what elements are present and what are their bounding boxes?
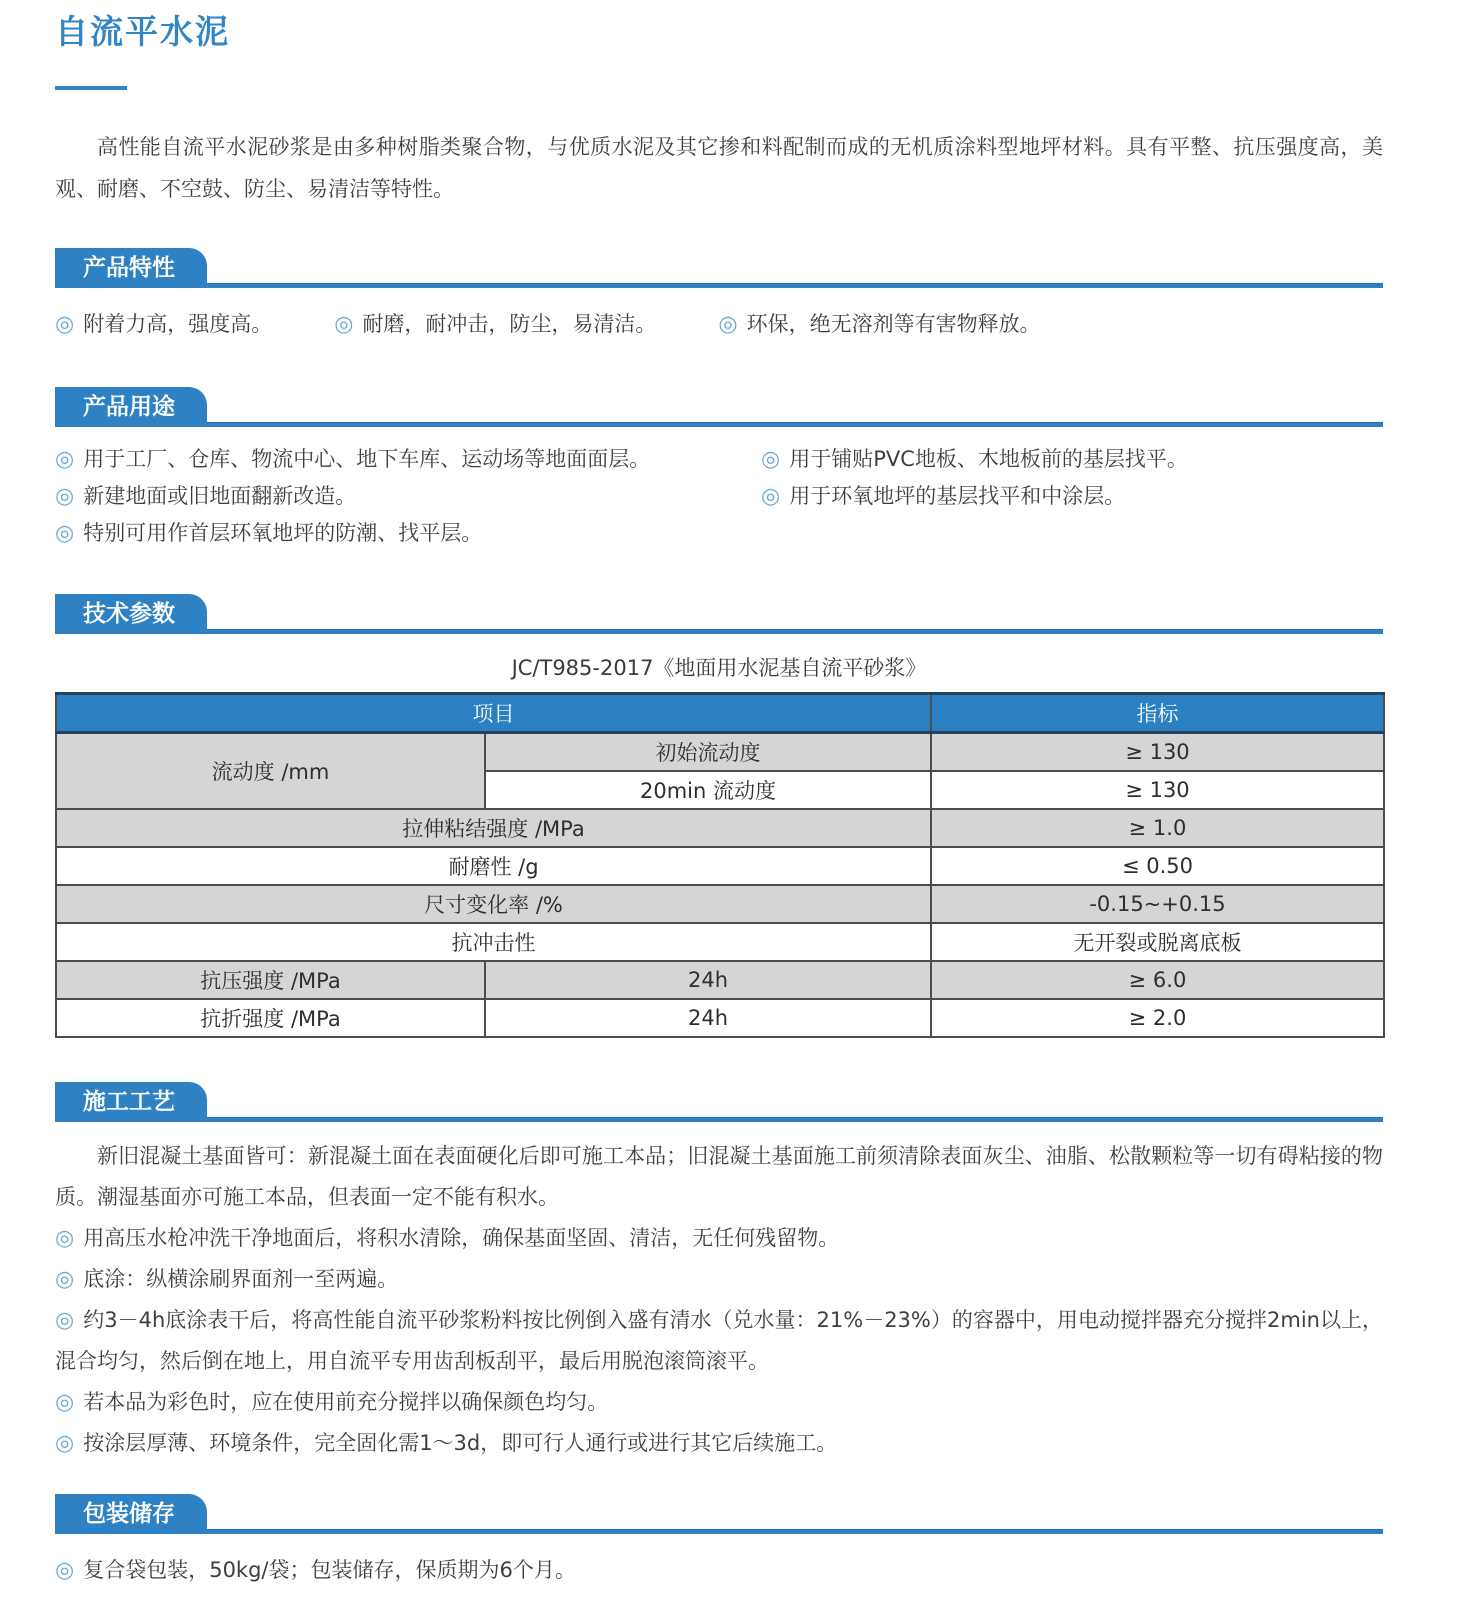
bullet-icon: ◎: [55, 484, 75, 509]
cell-compressive-label: 抗压强度 /MPa: [56, 961, 485, 999]
section-features: [55, 248, 1383, 343]
column-header-item: 项目: [56, 694, 931, 733]
table-row: [56, 847, 1384, 885]
table-row: [56, 923, 1384, 961]
packaging-text: 复合袋包装，50kg/袋；包装储存，保质期为6个月。: [83, 1558, 576, 1582]
list-item: [55, 306, 272, 343]
title-underline: [55, 86, 127, 90]
list-item: [761, 441, 1383, 478]
use-text: 新建地面或旧地面翻新改造。: [83, 484, 357, 508]
bullet-icon: ◎: [761, 447, 781, 472]
section-tech: [55, 594, 1383, 1038]
cell-flexural-value: ≥ 2.0: [931, 999, 1384, 1037]
cell-flow-20min-value: ≥ 130: [931, 771, 1384, 809]
cell-flow-initial: 初始流动度: [485, 733, 931, 772]
uses-column-left: [55, 441, 761, 552]
use-text: 用于工厂、仓库、物流中心、地下车库、运动场等地面面层。: [83, 447, 651, 471]
tech-parameters-table: [55, 692, 1385, 1038]
cell-flow-initial-value: ≥ 130: [931, 733, 1384, 772]
feature-text: 耐磨，耐冲击，防尘，易清洁。: [362, 312, 657, 336]
list-item: [55, 1550, 1383, 1591]
process-step-text: 若本品为彩色时，应在使用前充分搅拌以确保颜色均匀。: [83, 1390, 609, 1414]
process-step-text: 用高压水枪冲洗干净地面后，将积水清除，确保基面坚固、清洁，无任何残留物。: [83, 1226, 840, 1250]
bullet-icon: ◎: [55, 312, 75, 337]
section-header-tech: [55, 594, 1383, 634]
bullet-icon: ◎: [761, 484, 781, 509]
bullet-icon: ◎: [55, 1431, 75, 1456]
section-tab-packaging: 包装储存: [55, 1494, 207, 1534]
standard-caption: JC/T985-2017《地面用水泥基自流平砂浆》: [511, 656, 927, 680]
table-row: [56, 809, 1384, 847]
uses-list: [55, 441, 1383, 552]
table-header-row: [56, 694, 1384, 733]
bullet-icon: ◎: [55, 1308, 75, 1333]
list-item: [55, 1259, 1383, 1300]
cell-abrasion-label: 耐磨性 /g: [56, 847, 931, 885]
list-item: [334, 306, 656, 343]
use-text: 特别可用作首层环氧地坪的防潮、找平层。: [83, 521, 483, 545]
table-row: [56, 961, 1384, 999]
page-title: 自流平水泥: [55, 12, 230, 51]
section-rule: [55, 283, 1383, 288]
cell-impact-label: 抗冲击性: [56, 923, 931, 961]
list-item: [55, 1218, 1383, 1259]
use-text: 用于铺贴PVC地板、木地板前的基层找平。: [789, 447, 1188, 471]
section-tab-tech: 技术参数: [55, 594, 207, 634]
cell-tensile-value: ≥ 1.0: [931, 809, 1384, 847]
bullet-icon: ◎: [334, 312, 354, 337]
cell-abrasion-value: ≤ 0.50: [931, 847, 1384, 885]
section-rule: [55, 422, 1383, 427]
bullet-icon: ◎: [55, 447, 75, 472]
use-text: 用于环氧地坪的基层找平和中涂层。: [789, 484, 1126, 508]
process-step-text: 底涂：纵横涂刷界面剂一至两遍。: [83, 1267, 399, 1291]
feature-text: 附着力高，强度高。: [83, 312, 273, 336]
section-rule: [55, 1117, 1383, 1122]
list-item: [761, 478, 1383, 515]
section-rule: [55, 629, 1383, 634]
section-process: [55, 1082, 1383, 1464]
list-item: [55, 515, 761, 552]
bullet-icon: ◎: [55, 1267, 75, 1292]
section-uses: [55, 387, 1383, 552]
uses-column-right: [761, 441, 1383, 552]
section-header-process: [55, 1082, 1383, 1122]
cell-dimension-label: 尺寸变化率 /%: [56, 885, 931, 923]
table-row: [56, 999, 1384, 1037]
list-item: [55, 441, 761, 478]
section-header-features: [55, 248, 1383, 288]
list-item: [55, 1423, 1383, 1464]
cell-dimension-value: -0.15~+0.15: [931, 885, 1384, 923]
list-item: [718, 306, 1040, 343]
list-item: [55, 1382, 1383, 1423]
cell-tensile-label: 拉伸粘结强度 /MPa: [56, 809, 931, 847]
process-intro: 新旧混凝土基面皆可：新混凝土面在表面硬化后即可施工本品；旧混凝土基面施工前须清除表面灰尘、油脂、松散颗粒等一切有碍粘接的物质。潮湿基面亦可施工本品，但表面一定不能有积水。: [55, 1144, 1383, 1209]
list-item: [55, 478, 761, 515]
table-row: [56, 733, 1384, 772]
cell-flow-20min: 20min 流动度: [485, 771, 931, 809]
cell-compressive-value: ≥ 6.0: [931, 961, 1384, 999]
section-tab-process: 施工工艺: [55, 1082, 207, 1122]
cell-flexural-time: 24h: [485, 999, 931, 1037]
cell-impact-value: 无开裂或脱离底板: [931, 923, 1384, 961]
list-item: [55, 1300, 1383, 1382]
bullet-icon: ◎: [718, 312, 738, 337]
process-step-text: 按涂层厚薄、环境条件，完全固化需1～3d，即可行人通行或进行其它后续施工。: [83, 1431, 838, 1455]
feature-text: 环保，绝无溶剂等有害物释放。: [746, 312, 1041, 336]
features-list: [55, 306, 1383, 343]
table-row: [56, 885, 1384, 923]
process-step-text: 约3－4h底涂表干后，将高性能自流平砂浆粉料按比例倒入盛有清水（兑水量：21%－23%）的容器中，用电动搅拌器充分搅拌2min以上，混合均匀，然后倒在地上，用自流平专用齿刮板刮平，最后用脱泡滚筒滚平。: [55, 1308, 1384, 1373]
section-rule: [55, 1529, 1383, 1534]
cell-flexural-label: 抗折强度 /MPa: [56, 999, 485, 1037]
section-tab-features: 产品特性: [55, 248, 207, 288]
section-header-packaging: [55, 1494, 1383, 1534]
bullet-icon: ◎: [55, 1558, 75, 1583]
cell-flow-label: 流动度 /mm: [56, 733, 485, 810]
section-tab-uses: 产品用途: [55, 387, 207, 427]
section-packaging: [55, 1494, 1383, 1591]
cell-compressive-time: 24h: [485, 961, 931, 999]
column-header-index: 指标: [931, 694, 1384, 733]
bullet-icon: ◎: [55, 1390, 75, 1415]
bullet-icon: ◎: [55, 1226, 75, 1251]
intro-paragraph: 高性能自流平水泥砂浆是由多种树脂类聚合物，与优质水泥及其它掺和料配制而成的无机质涂料型地坪材料。具有平整、抗压强度高，美观、耐磨、不空鼓、防尘、易清洁等特性。: [55, 135, 1383, 201]
bullet-icon: ◎: [55, 521, 75, 546]
section-header-uses: [55, 387, 1383, 427]
